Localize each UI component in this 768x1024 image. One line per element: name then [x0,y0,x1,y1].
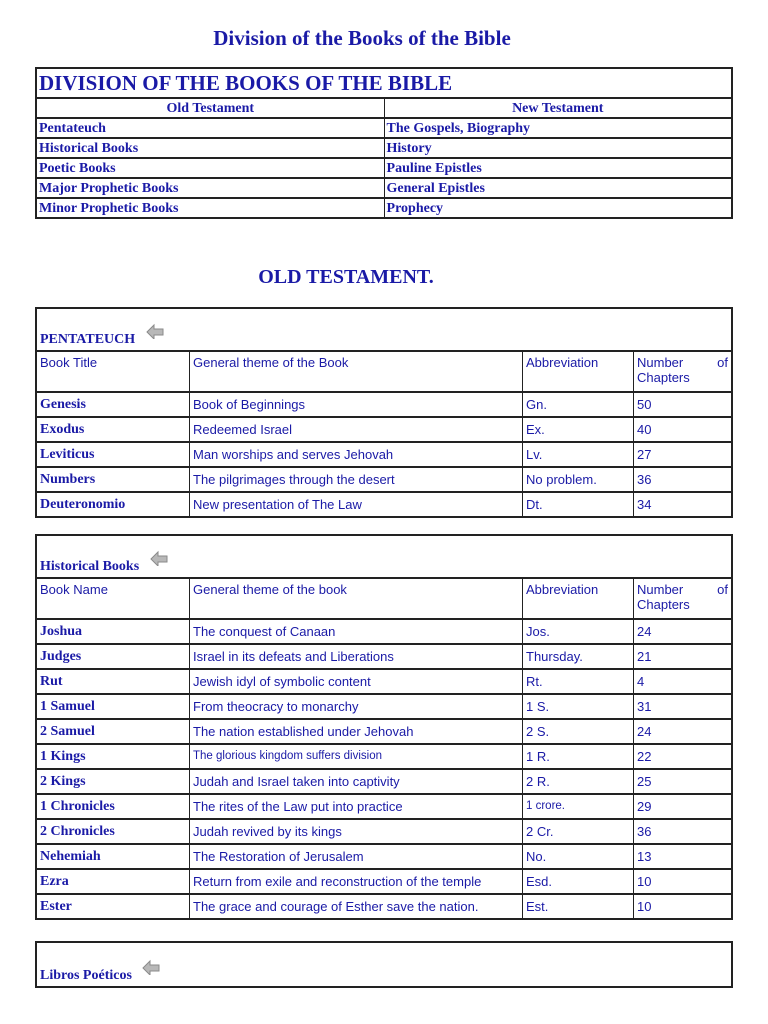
nt-division-cell: Pauline Epistles [384,158,732,178]
table-row [36,719,732,744]
table-header-row [36,578,732,619]
ot-division-cell: Pentateuch [36,118,384,138]
book-name: 1 Kings [36,744,190,769]
division-row [36,198,732,218]
book-theme: New presentation of The Law [190,492,523,517]
back-arrow-icon[interactable] [145,323,165,339]
book-chapters: 34 [634,492,733,517]
book-chapters: 10 [634,869,733,894]
book-name: 2 Kings [36,769,190,794]
book-theme: Return from exile and reconstruction of the temple [190,869,523,894]
chapters-header [634,351,733,392]
book-abbreviation: Ex. [523,417,634,442]
table-row [36,844,732,869]
book-chapters: 40 [634,417,733,442]
book-name: 1 Samuel [36,694,190,719]
book-chapters: 31 [634,694,733,719]
historical-books-table [35,534,733,920]
abbreviation-header: Abbreviation [523,578,634,619]
abbreviation-header: Abbreviation [523,351,634,392]
table-row [36,442,732,467]
book-abbreviation: 2 Cr. [523,819,634,844]
book-chapters: 22 [634,744,733,769]
book-abbreviation: No problem. [523,467,634,492]
chapters-header [634,578,733,619]
book-chapters: 21 [634,644,733,669]
book-name: Exodus [36,417,190,442]
division-row [36,178,732,198]
historical-books-caption-text: Historical Books [40,559,140,574]
book-name: Joshua [36,619,190,644]
theme-header: General theme of the Book [190,351,523,392]
book-abbreviation: 2 R. [523,769,634,794]
table-row [36,744,732,769]
book-name: Nehemiah [36,844,190,869]
book-name: Leviticus [36,442,190,467]
poetic-books-caption [36,942,732,987]
chapters-header-chapters: Chapters [637,597,690,612]
book-abbreviation: 1 R. [523,744,634,769]
table-row [36,794,732,819]
book-name: Ezra [36,869,190,894]
book-abbreviation: Rt. [523,669,634,694]
book-chapters: 36 [634,467,733,492]
book-theme: Jewish idyl of symbolic content [190,669,523,694]
table-row [36,819,732,844]
book-name: Numbers [36,467,190,492]
book-abbreviation: Est. [523,894,634,919]
table-row [36,769,732,794]
table-row [36,392,732,417]
book-name: Ester [36,894,190,919]
book-abbreviation: No. [523,844,634,869]
book-theme: From theocracy to monarchy [190,694,523,719]
poetic-books-caption-text: Libros Poéticos [40,968,132,983]
book-name: Judges [36,644,190,669]
table-row [36,869,732,894]
page-title: Division of the Books of the Bible [213,26,511,50]
nt-division-cell: General Epistles [384,178,732,198]
division-row [36,158,732,178]
historical-books-caption [36,535,732,578]
old-testament-heading: OLD TESTAMENT. [258,266,434,288]
book-abbreviation: Jos. [523,619,634,644]
book-theme: Redeemed Israel [190,417,523,442]
new-testament-header: New Testament [384,98,732,118]
book-theme: Book of Beginnings [190,392,523,417]
division-table [35,67,733,219]
table-row [36,417,732,442]
back-arrow-icon[interactable] [141,959,161,975]
book-name: 2 Samuel [36,719,190,744]
division-row [36,138,732,158]
book-abbreviation: Lv. [523,442,634,467]
book-abbreviation: Dt. [523,492,634,517]
book-chapters: 25 [634,769,733,794]
book-theme: The Restoration of Jerusalem [190,844,523,869]
pentateuch-caption [36,308,732,351]
book-chapters: 24 [634,719,733,744]
back-arrow-icon[interactable] [149,550,169,566]
book-name-header: Book Name [36,578,190,619]
book-abbreviation: Gn. [523,392,634,417]
book-abbreviation: Thursday. [523,644,634,669]
book-chapters: 36 [634,819,733,844]
ot-division-cell: Minor Prophetic Books [36,198,384,218]
book-theme: The rites of the Law put into practice [190,794,523,819]
old-testament-header: Old Testament [36,98,384,118]
division-table-title: DIVISION OF THE BOOKS OF THE BIBLE [36,68,732,98]
ot-division-cell: Historical Books [36,138,384,158]
book-name: Genesis [36,392,190,417]
book-chapters: 50 [634,392,733,417]
book-abbreviation: 1 S. [523,694,634,719]
book-theme: The nation established under Jehovah [190,719,523,744]
book-theme: The glorious kingdom suffers division [190,744,523,769]
book-name: 1 Chronicles [36,794,190,819]
book-abbreviation: Esd. [523,869,634,894]
book-theme: Israel in its defeats and Liberations [190,644,523,669]
book-name: Rut [36,669,190,694]
pentateuch-table [35,307,733,518]
table-row [36,669,732,694]
table-row [36,644,732,669]
book-theme: The conquest of Canaan [190,619,523,644]
table-header-row [36,351,732,392]
book-theme: The grace and courage of Esther save the nation. [190,894,523,919]
book-chapters: 24 [634,619,733,644]
division-row [36,118,732,138]
nt-division-cell: History [384,138,732,158]
ot-division-cell: Poetic Books [36,158,384,178]
nt-division-cell: Prophecy [384,198,732,218]
chapters-header-number: Number [637,355,684,370]
book-title-header: Book Title [36,351,190,392]
chapters-header-of: of [717,355,728,370]
book-chapters: 10 [634,894,733,919]
table-row [36,467,732,492]
book-theme: Judah revived by its kings [190,819,523,844]
book-name: 2 Chronicles [36,819,190,844]
poetic-books-table [35,941,733,988]
chapters-header-number: Number [637,582,684,597]
nt-division-cell: The Gospels, Biography [384,118,732,138]
table-row [36,619,732,644]
pentateuch-caption-text: PENTATEUCH [40,332,136,347]
book-abbreviation: 1 crore. [523,794,634,819]
table-row [36,694,732,719]
table-row [36,894,732,919]
book-chapters: 27 [634,442,733,467]
chapters-header-chapters: Chapters [637,370,690,385]
book-chapters: 13 [634,844,733,869]
book-theme: The pilgrimages through the desert [190,467,523,492]
chapters-header-of: of [717,582,728,597]
book-name: Deuteronomio [36,492,190,517]
table-row [36,492,732,517]
book-theme: Judah and Israel taken into captivity [190,769,523,794]
ot-division-cell: Major Prophetic Books [36,178,384,198]
book-theme: Man worships and serves Jehovah [190,442,523,467]
book-abbreviation: 2 S. [523,719,634,744]
book-chapters: 4 [634,669,733,694]
theme-header: General theme of the book [190,578,523,619]
book-chapters: 29 [634,794,733,819]
